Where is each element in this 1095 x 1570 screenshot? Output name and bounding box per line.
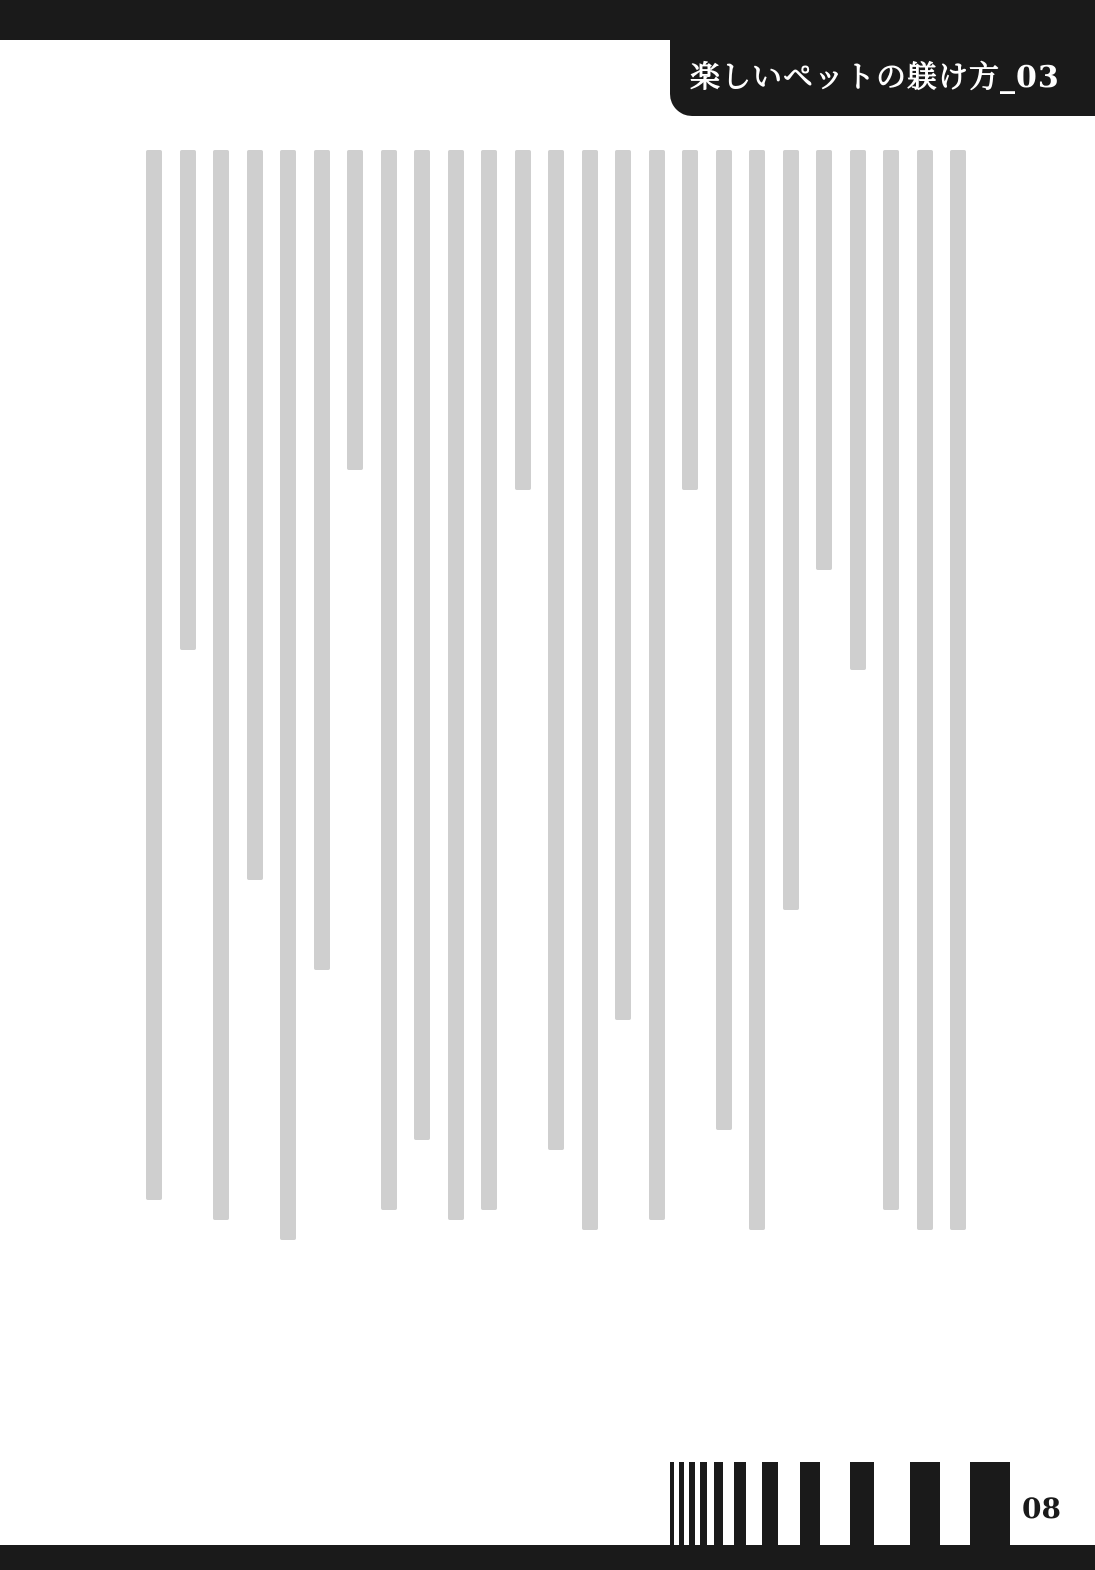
footer-stripe [679, 1462, 684, 1545]
page-number: 08 [1022, 1492, 1061, 1525]
redacted-text-column [783, 150, 799, 910]
footer-stripe [850, 1462, 874, 1545]
redacted-text-column [615, 150, 631, 1020]
redacted-text-column [716, 150, 732, 1130]
redacted-text-column [950, 150, 966, 1230]
redacted-text-column [481, 150, 497, 1210]
redacted-text-column [850, 150, 866, 670]
redacted-text-column [582, 150, 598, 1230]
footer-stripe [910, 1462, 940, 1545]
footer-stripe [700, 1462, 707, 1545]
footer-stripe [800, 1462, 820, 1545]
redacted-text-column [649, 150, 665, 1220]
redacted-text-column [146, 150, 162, 1200]
bottom-bar [0, 1545, 1095, 1570]
footer-stripe [689, 1462, 695, 1545]
redacted-text-column [347, 150, 363, 470]
chapter-title: 楽しいペットの躾け方_03 [690, 60, 1060, 95]
redacted-text-column [247, 150, 263, 880]
footer-stripe [762, 1462, 778, 1545]
body-text-redacted [120, 150, 970, 1250]
redacted-text-column [381, 150, 397, 1210]
redacted-text-column [414, 150, 430, 1140]
footer-stripe [734, 1462, 746, 1545]
footer-stripe [670, 1462, 674, 1545]
footer-stripe [970, 1462, 1010, 1545]
footer-stripes [670, 1462, 1015, 1545]
redacted-text-column [883, 150, 899, 1210]
footer-stripe [714, 1462, 723, 1545]
redacted-text-column [280, 150, 296, 1240]
redacted-text-column [749, 150, 765, 1230]
redacted-text-column [180, 150, 196, 650]
redacted-text-column [682, 150, 698, 490]
redacted-text-column [548, 150, 564, 1150]
redacted-text-column [314, 150, 330, 970]
redacted-text-column [448, 150, 464, 1220]
redacted-text-column [816, 150, 832, 570]
top-bar [0, 0, 1095, 40]
redacted-text-column [515, 150, 531, 490]
redacted-text-column [213, 150, 229, 1220]
redacted-text-column [917, 150, 933, 1230]
